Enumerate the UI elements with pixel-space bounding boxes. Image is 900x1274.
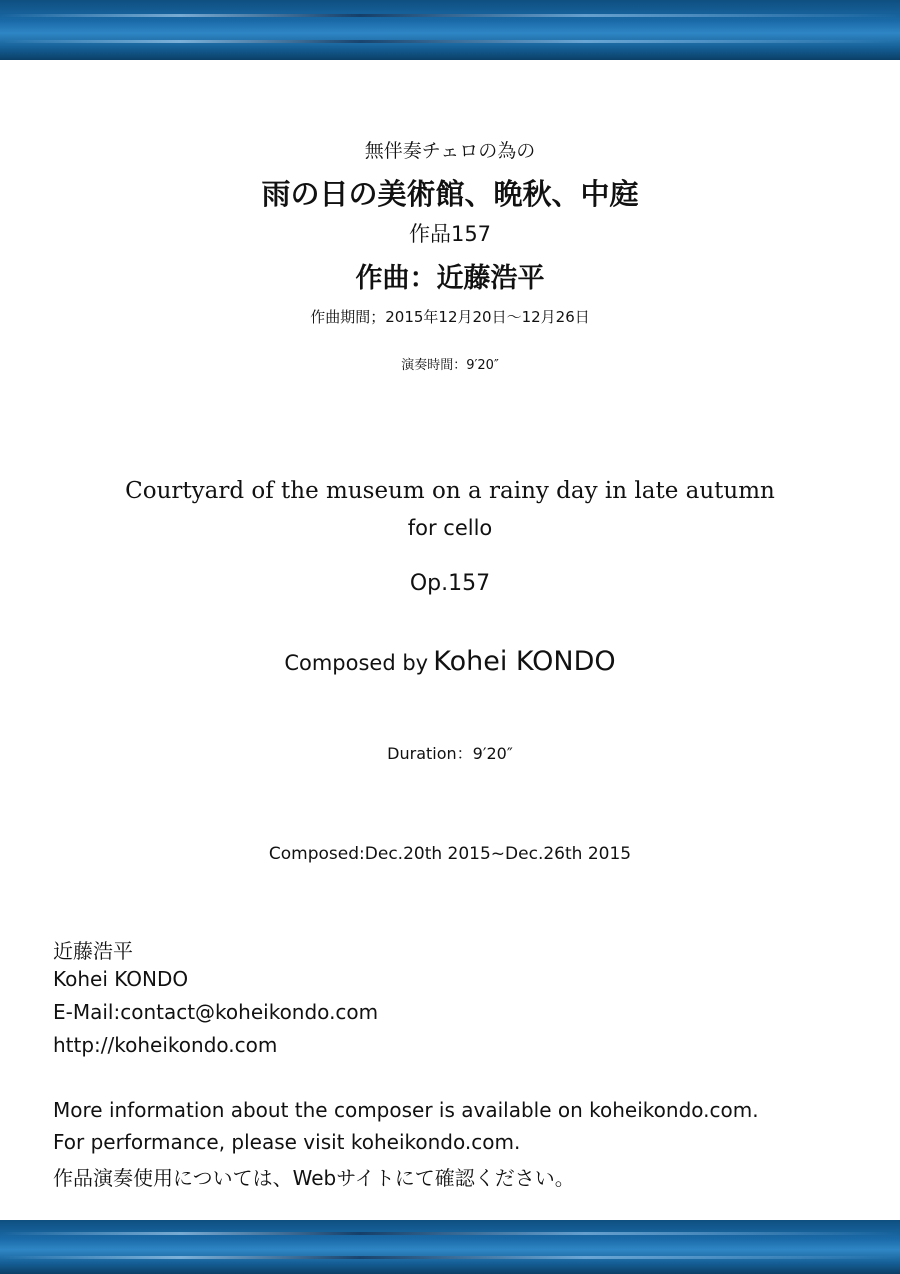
note-performance: For performance, please visit koheikondo.com.: [53, 1130, 521, 1154]
jp-duration: 演奏時間：9′20″: [401, 358, 499, 373]
jp-opus: 作品157: [408, 222, 492, 246]
jp-composition-period: 作曲期間；2015年12月20日～12月26日: [310, 308, 590, 326]
en-composed-dates: Composed:Dec.20th 2015~Dec.26th 2015: [268, 844, 632, 864]
top-decorative-band: [0, 0, 900, 60]
top-band-fill: [0, 0, 900, 60]
jp-title: 雨の日の美術館、晩秋、中庭: [261, 177, 639, 211]
bottom-decorative-band: [0, 1220, 900, 1274]
contact-name-jp: 近藤浩平: [53, 939, 133, 963]
bottom-band-streak: [0, 1256, 900, 1259]
en-composer-line: [0, 646, 900, 677]
contact-website-link[interactable]: http://koheikondo.com: [53, 1033, 278, 1057]
en-duration: Duration：9′20″: [387, 744, 513, 763]
bottom-band-fill: [0, 1220, 900, 1274]
contact-email[interactable]: E-Mail:contact@koheikondo.com: [53, 1000, 379, 1024]
jp-subtitle: 無伴奏チェロの為の: [364, 140, 536, 162]
en-opus: Op.157: [409, 571, 491, 596]
composed-by-label: Composed by: [284, 651, 429, 675]
top-band-streak: [0, 14, 900, 17]
en-title: Courtyard of the museum on a rainy day in late autumn: [125, 478, 775, 504]
top-band-streak: [0, 40, 900, 43]
note-more-info: More information about the composer is available on koheikondo.com.: [53, 1098, 759, 1122]
composer-name: Kohei KONDO: [433, 646, 616, 677]
contact-name-en: Kohei KONDO: [53, 967, 189, 991]
note-usage-jp: 作品演奏使用については、Webサイトにて確認ください。: [53, 1166, 575, 1190]
en-instrument: for cello: [407, 516, 493, 540]
bottom-band-streak: [0, 1232, 900, 1235]
jp-composer: 作曲：近藤浩平: [355, 263, 545, 294]
